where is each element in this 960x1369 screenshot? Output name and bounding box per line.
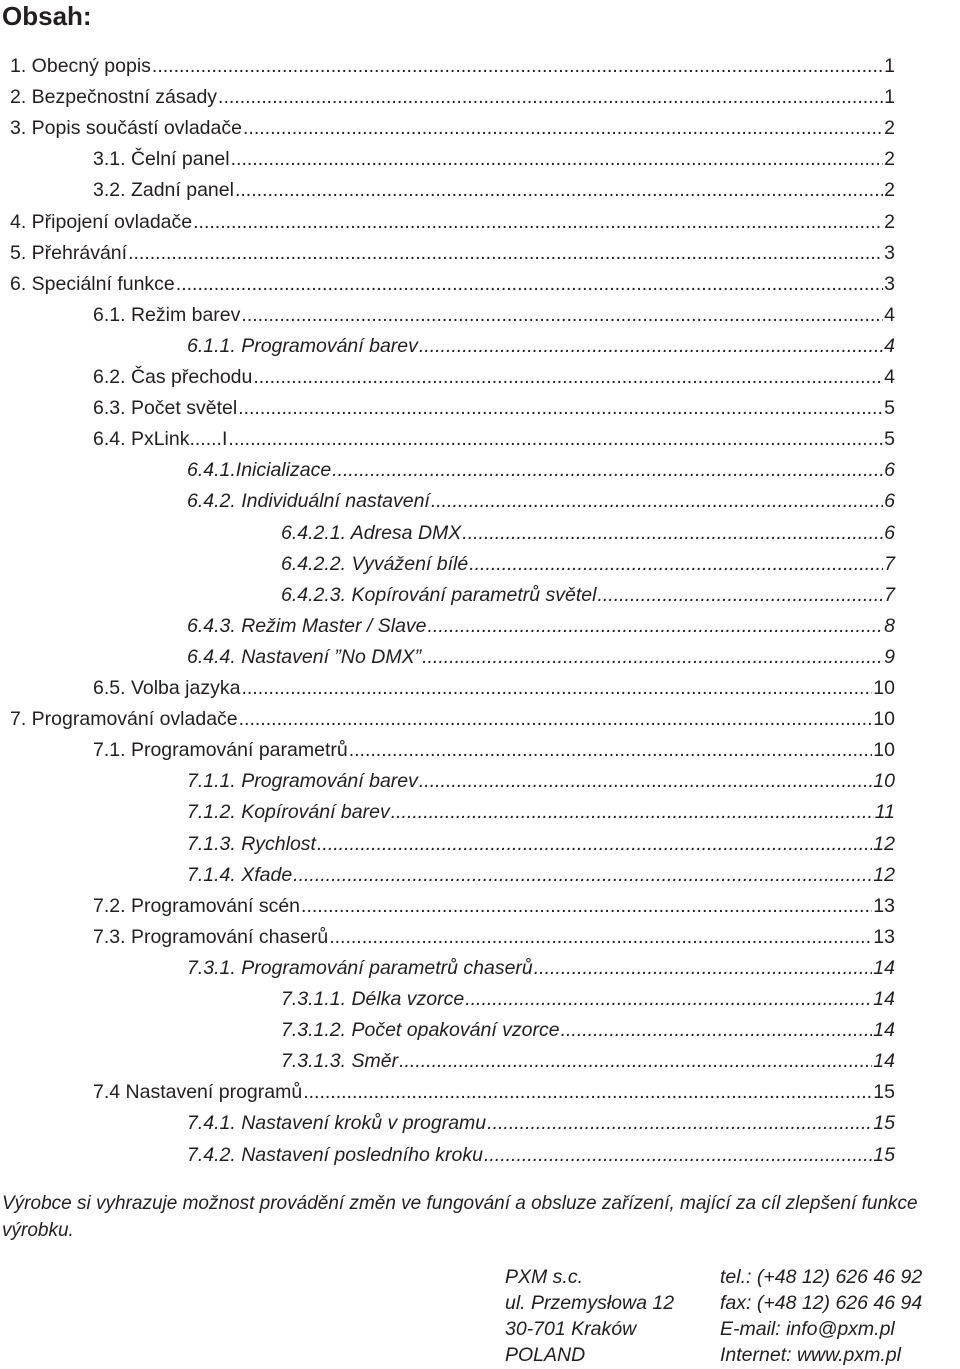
toc-dot-leader	[329, 922, 872, 953]
toc-entry	[187, 611, 895, 642]
toc-entry-title: 7.3.1.2. Počet opakování vzorce	[281, 1019, 560, 1042]
toc-entry-title: 6.1.1. Programování barev	[187, 334, 418, 357]
toc-entry-page: 7	[884, 583, 895, 606]
toc-entry-title: 7.3. Programování chaserů	[93, 925, 329, 948]
toc-entry	[10, 207, 895, 238]
toc-entry	[93, 144, 895, 175]
toc-entry-title: 4. Připojení ovladače	[10, 210, 193, 233]
toc-entry-title: 6.1. Režim barev	[93, 303, 241, 326]
toc-dot-leader	[128, 238, 883, 269]
toc-dot-leader	[391, 797, 874, 828]
toc-dot-leader	[228, 424, 883, 455]
toc-dot-leader	[231, 144, 884, 175]
toc-entry	[10, 704, 895, 735]
toc-dot-leader	[534, 953, 873, 984]
page-title: Obsah:	[2, 1, 92, 31]
toc-entry-title: 3.2. Zadní panel	[93, 179, 234, 202]
toc-entry	[187, 642, 895, 673]
toc-entry	[187, 829, 895, 860]
toc-entry	[93, 735, 895, 766]
toc-entry	[281, 1046, 895, 1077]
toc-entry	[281, 580, 895, 611]
toc-dot-leader	[422, 642, 883, 673]
company-website: Internet: www.pxm.pl	[720, 1344, 901, 1366]
toc-entry-title: 6.4.3. Režim Master / Slave	[187, 614, 427, 637]
toc-entry-title: 5. Přehrávání	[10, 241, 128, 264]
toc-entry-page: 1	[884, 86, 895, 109]
toc-dot-leader	[487, 1108, 872, 1139]
toc-entry	[187, 455, 895, 486]
toc-entry	[93, 393, 895, 424]
toc-entry	[187, 331, 895, 362]
toc-entry-title: 7.1.1. Programování barev	[187, 770, 418, 793]
toc-dot-leader	[419, 331, 883, 362]
toc-entry-page: 10	[873, 677, 895, 699]
toc-entry-title: 6.4. PxLink......I	[93, 428, 228, 451]
toc-entry-title: 6.3. Počet světel	[93, 397, 238, 420]
toc-dot-leader	[462, 518, 883, 549]
toc-entry-page: 6	[884, 521, 895, 544]
toc-entry-page: 10	[873, 770, 895, 793]
toc-entry-page: 1	[884, 55, 895, 77]
toc-entry-title: 7.1.3. Rychlost	[187, 832, 316, 855]
toc-entry-page: 3	[884, 272, 895, 295]
toc-entry-title: 1. Obecný popis	[10, 55, 151, 77]
toc-dot-leader	[293, 860, 872, 891]
toc-entry-title: 6.5. Volba jazyka	[93, 677, 241, 699]
toc-dot-leader	[484, 1140, 872, 1171]
toc-dot-leader	[238, 393, 883, 424]
toc-entry	[93, 891, 895, 922]
toc-entry	[281, 549, 895, 580]
toc-entry-page: 6	[884, 490, 895, 513]
toc-entry-page: 14	[873, 1019, 895, 1042]
toc-entry-page: 3	[884, 241, 895, 264]
toc-entry-page: 6	[884, 459, 895, 482]
toc-entry-page: 4	[884, 303, 895, 326]
toc-dot-leader	[239, 704, 873, 735]
toc-dot-leader	[235, 175, 883, 206]
toc-dot-leader	[317, 829, 872, 860]
toc-entry	[187, 797, 895, 828]
toc-entry-page: 14	[873, 1050, 895, 1073]
toc-dot-leader	[301, 891, 872, 922]
toc-dot-leader	[465, 984, 872, 1015]
toc-dot-leader	[241, 673, 872, 704]
toc-dot-leader	[349, 735, 873, 766]
toc-dot-leader	[332, 455, 883, 486]
toc-entry-title: 3. Popis součástí ovladače	[10, 117, 242, 140]
toc-entry-title: 7.3.1.3. Směr	[281, 1050, 399, 1073]
toc-entry	[93, 1077, 895, 1108]
toc-entry	[281, 984, 895, 1015]
toc-entry-page: 13	[873, 925, 895, 948]
toc-entry	[187, 1108, 895, 1139]
toc-entry	[187, 766, 895, 797]
toc-entry-title: 2. Bezpečnostní zásady	[10, 86, 218, 109]
toc-entry	[10, 269, 895, 300]
company-street: ul. Przemysłowa 12	[505, 1292, 675, 1314]
toc-dot-leader	[428, 611, 884, 642]
toc-entry	[187, 486, 895, 517]
toc-dot-leader	[241, 300, 883, 331]
company-country: POLAND	[505, 1344, 586, 1366]
toc-entry-title: 6.4.2.1. Adresa DMX	[281, 521, 462, 544]
toc-dot-leader	[243, 113, 883, 144]
toc-dot-leader	[303, 1077, 872, 1108]
toc-entry-page: 9	[884, 645, 895, 668]
toc-entry	[93, 362, 895, 393]
toc-entry-page: 2	[884, 148, 895, 171]
toc-entry-title: 7.3.1.1. Délka vzorce	[281, 988, 465, 1010]
toc-entry	[93, 424, 895, 455]
toc-entry-title: 7.4 Nastavení programů	[93, 1081, 303, 1104]
toc-entry-page: 2	[884, 179, 895, 202]
company-name: PXM s.c.	[505, 1266, 584, 1288]
toc-entry-title: 6.4.2.2. Vyvážení bílé	[281, 552, 469, 575]
toc-dot-leader	[561, 1015, 873, 1046]
toc-entry	[187, 953, 895, 984]
toc-entry-page: 13	[873, 894, 895, 917]
toc-dot-leader	[597, 580, 883, 611]
toc-entry-page: 5	[884, 397, 895, 420]
toc-entry-title: 7. Programování ovladače	[10, 708, 238, 731]
toc-dot-leader	[431, 486, 883, 517]
company-contacts	[720, 1264, 922, 1368]
toc-entry-page: 8	[884, 614, 895, 637]
toc-entry-title: 7.4.2. Nastavení posledního kroku	[187, 1143, 483, 1166]
toc-dot-leader	[419, 766, 872, 797]
toc-entry-title: 7.1. Programování parametrů	[93, 739, 348, 762]
toc-entry-page: 4	[884, 366, 895, 388]
toc-entry-page: 12	[873, 832, 895, 855]
toc-entry-page: 7	[884, 552, 895, 575]
toc-entry	[93, 300, 895, 331]
toc-entry-title: 3.1. Čelní panel	[93, 148, 230, 171]
toc-dot-leader	[218, 82, 883, 113]
toc-entry-title: 7.2. Programování scén	[93, 894, 301, 917]
toc-entry	[10, 82, 895, 113]
toc-entry-page: 12	[873, 863, 895, 886]
toc-entry-title: 7.4.1. Nastavení kroků v programu	[187, 1112, 487, 1135]
company-city: 30-701 Kraków	[505, 1318, 637, 1340]
toc-entry-page: 5	[884, 428, 895, 451]
toc-entry	[93, 175, 895, 206]
toc-entry-page: 15	[873, 1143, 895, 1166]
toc-entry-page: 15	[873, 1112, 895, 1135]
toc-entry	[93, 673, 895, 704]
toc-dot-leader	[399, 1046, 872, 1077]
toc-entry	[10, 238, 895, 269]
disclaimer-note: Výrobce si vyhrazuje možnost provádění změn ve fungování a obsluze zařízení, mající za cíl zlepšení funkce výrobku.	[2, 1193, 918, 1241]
toc-dot-leader	[253, 362, 883, 393]
toc-dot-leader	[152, 51, 883, 82]
toc-entry	[187, 860, 895, 891]
company-phone: tel.: (+48 12) 626 46 92	[720, 1266, 923, 1288]
toc-entry-title: 7.1.2. Kopírování barev	[187, 801, 390, 824]
toc-entry	[187, 1140, 895, 1171]
company-fax: fax: (+48 12) 626 46 94	[720, 1292, 923, 1314]
toc-entry	[281, 1015, 895, 1046]
toc-entry-title: 6.2. Čas přechodu	[93, 366, 253, 388]
toc-dot-leader	[176, 269, 883, 300]
toc-entry	[281, 518, 895, 549]
toc-entry-page: 10	[873, 739, 895, 762]
toc-entry	[10, 113, 895, 144]
toc-entry-page: 2	[884, 117, 895, 140]
toc-entry-page: 14	[873, 956, 895, 979]
toc-entry	[93, 922, 895, 953]
toc-dot-leader	[193, 207, 883, 238]
toc-entry-page: 14	[873, 988, 895, 1010]
toc-entry-title: 6.4.1.Inicializace	[187, 459, 332, 482]
toc-entry-page: 10	[873, 708, 895, 731]
toc-entry-page: 4	[884, 334, 895, 357]
toc-dot-leader	[469, 549, 883, 580]
toc-entry	[10, 51, 895, 82]
company-email: E-mail: info@pxm.pl	[720, 1318, 895, 1340]
toc-entry-page: 15	[873, 1081, 895, 1104]
toc-entry-page: 2	[884, 210, 895, 233]
toc-entry-title: 6.4.2. Individuální nastavení	[187, 490, 430, 513]
toc-entry-title: 6.4.4. Nastavení ”No DMX”	[187, 645, 422, 668]
toc-entry-title: 6.4.2.3. Kopírování parametrů světel	[281, 583, 597, 606]
toc-entry-title: 7.3.1. Programování parametrů chaserů	[187, 956, 533, 979]
toc-entry-page: 11	[874, 801, 895, 824]
company-address	[505, 1264, 674, 1368]
toc-entry-title: 6. Speciální funkce	[10, 272, 175, 295]
toc-entry-title: 7.1.4. Xfade	[187, 863, 293, 886]
